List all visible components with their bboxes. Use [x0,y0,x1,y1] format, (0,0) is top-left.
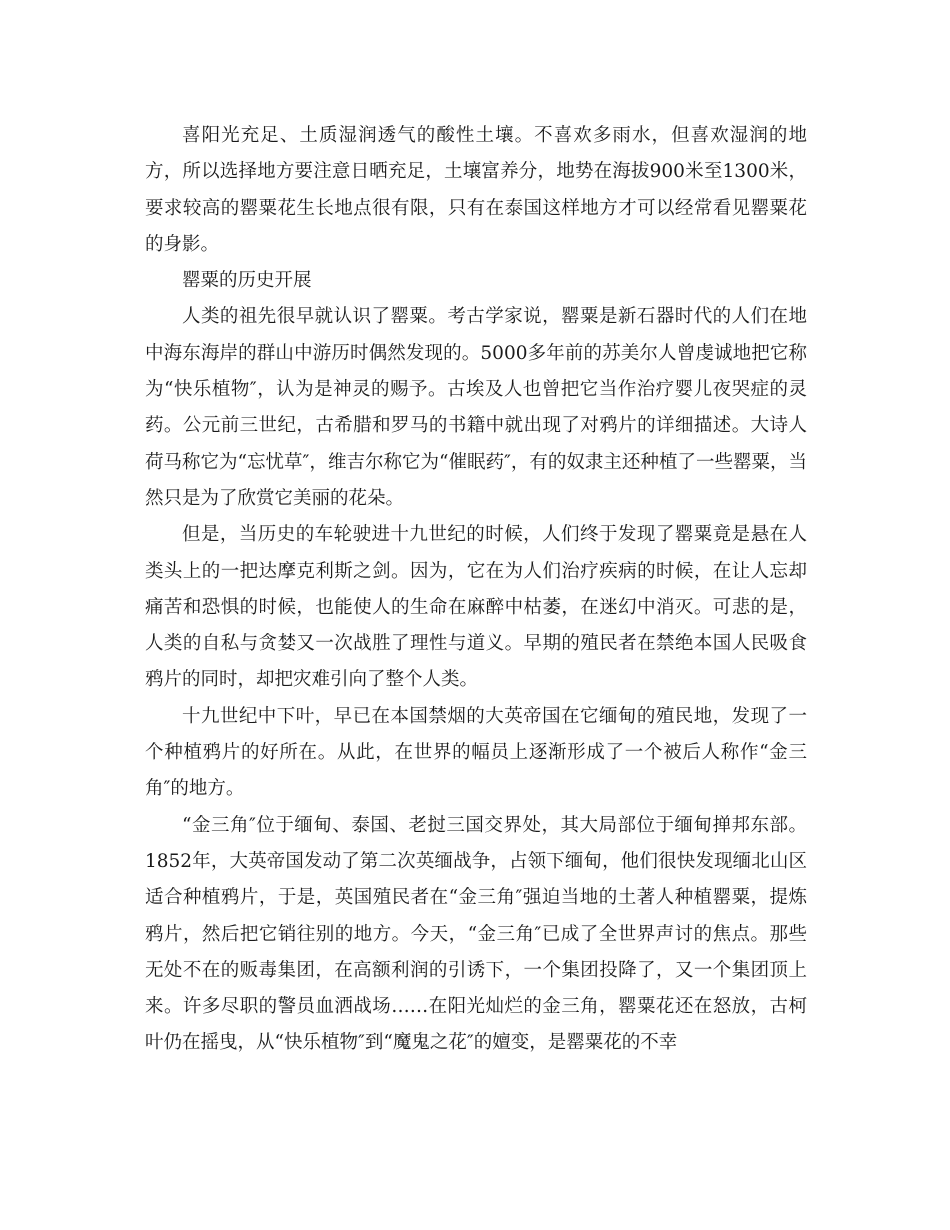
paragraph-golden-triangle-location: “金三角″位于缅甸、泰国、老挝三国交界处，其大局部位于缅甸掸邦东部。1852年，大英帝国发动了第二次英缅战争，占领下缅甸，他们很快发现缅北山区适合种植鸦片，于是，英国殖民者在“金三角″强迫当地的土著人种植罂粟，提炼鸦片，然后把它销往别的地方。今天，“金三角″已成了全世界声讨的焦点。那些无处不在的贩毒集团，在高额利润的引诱下，一个集团投降了，又一个集团顶上来。许多尽职的警员血洒战场……在阳光灿烂的金三角，罂粟花还在怒放，古柯叶仍在摇曳，从“快乐植物″到“魔鬼之花″的嬗变，是罂粟花的不幸 [145,814,807,1054]
paragraph-ancient-history: 人类的祖先很早就认识了罂粟。考古学家说，罂粟是新石器时代的人们在地中海东海岸的群山中游历时偶然发现的。5000多年前的苏美尔人曾虔诚地把它称为“快乐植物″，认为是神灵的赐予。古埃及人也曾把它当作治疗婴儿夜哭症的灵药。公元前三世纪，古希腊和罗马的书籍中就出现了对鸦片的详细描述。大诗人荷马称它为“忘忧草″，维吉尔称它为“催眠药″，有的奴隶主还种植了一些罂粟，当然只是为了欣赏它美丽的花朵。 [145,306,807,509]
paragraph-golden-triangle-origin: 十九世纪中下叶，早已在本国禁烟的大英帝国在它缅甸的殖民地，发现了一个种植鸦片的好所在。从此，在世界的幅员上逐渐形成了一个被后人称作“金三角″的地方。 [145,705,807,800]
document-body [145,118,807,1062]
section-heading-history: 罂粟的历史开展 [182,270,312,292]
paragraph-soil-conditions: 喜阳光充足、土质湿润透气的酸性土壤。不喜欢多雨水，但喜欢湿润的地方，所以选择地方要注意日晒充足，土壤富养分，地势在海拔900米至1300米，要求较高的罂粟花生长地点很有限，只有在泰国这样地方才可以经常看见罂粟花的身影。 [145,125,807,255]
paragraph-nineteenth-century: 但是，当历史的车轮驶进十九世纪的时候，人们终于发现了罂粟竟是悬在人类头上的一把达摩克利斯之剑。因为，它在为人们治疗疾病的时候，在让人忘却痛苦和恐惧的时候，也能使人的生命在麻醉中枯萎，在迷幻中消灭。可悲的是，人类的自私与贪婪又一次战胜了理性与道义。早期的殖民者在禁绝本国人民吸食鸦片的同时，却把灾难引向了整个人类。 [145,524,807,691]
